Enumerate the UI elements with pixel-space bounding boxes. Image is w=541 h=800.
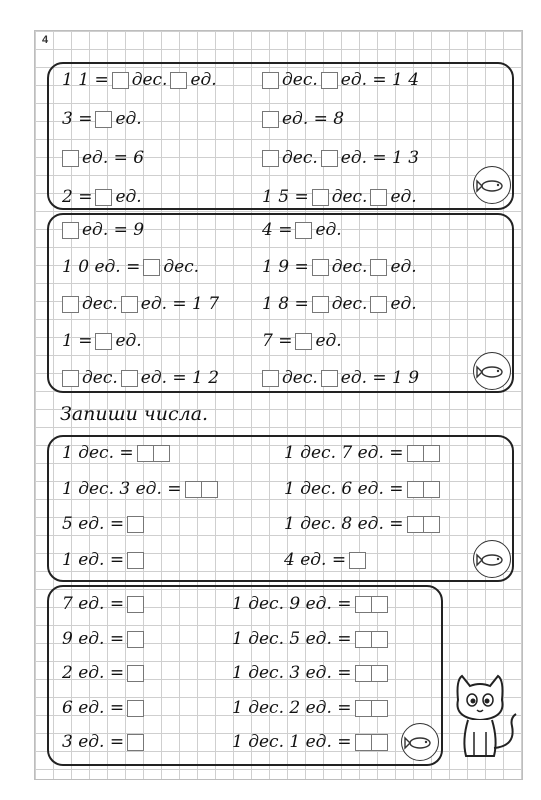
answer-box[interactable]: [202, 481, 218, 498]
answer-box[interactable]: [112, 72, 129, 89]
exercise-text: дес.: [163, 257, 200, 277]
exercise-text: 4 ед. =: [284, 550, 347, 570]
answer-box[interactable]: [372, 631, 388, 648]
answer-box-pair[interactable]: [407, 445, 440, 462]
answer-box[interactable]: [355, 631, 372, 648]
answer-box[interactable]: [95, 111, 112, 128]
exercise-text: дес.: [131, 70, 168, 90]
answer-box-pair[interactable]: [355, 665, 388, 682]
exercise-line: [232, 698, 388, 718]
exercise-text: ед.: [190, 70, 217, 90]
exercise-line: [284, 514, 440, 534]
answer-box[interactable]: [372, 734, 388, 751]
answer-box[interactable]: [321, 150, 338, 167]
exercise-line: [62, 148, 144, 168]
answer-box[interactable]: [312, 296, 329, 313]
exercise-line: [232, 629, 388, 649]
exercise-text: 1 =: [62, 331, 93, 351]
exercise-text: 4 =: [262, 220, 293, 240]
exercise-text: ед.: [115, 187, 142, 207]
answer-box[interactable]: [312, 189, 329, 206]
answer-box[interactable]: [95, 333, 112, 350]
exercise-text: ед. = 1 7: [140, 294, 220, 314]
exercise-text: 1 дес. 5 ед. =: [232, 629, 352, 649]
exercise-line: [62, 629, 144, 649]
exercise-line: [284, 479, 440, 499]
exercise-line: [62, 663, 144, 683]
exercise-text: 1 дес. 9 ед. =: [232, 594, 352, 614]
exercise-text: 7 =: [262, 331, 293, 351]
answer-box[interactable]: [407, 445, 424, 462]
exercise-text: дес.: [282, 368, 318, 388]
exercise-line: [62, 368, 219, 388]
answer-box[interactable]: [321, 72, 338, 89]
exercise-text: 1 дес. 7 ед. =: [284, 443, 404, 463]
answer-box[interactable]: [127, 665, 144, 682]
exercise-line: [262, 294, 417, 314]
answer-box[interactable]: [62, 150, 79, 167]
exercise-text: 1 дес. 2 ед. =: [232, 698, 352, 718]
answer-box[interactable]: [370, 296, 387, 313]
exercise-line: [62, 479, 218, 499]
exercise-line: [284, 443, 440, 463]
answer-box[interactable]: [372, 700, 388, 717]
exercise-text: ед.: [390, 294, 417, 314]
exercise-text: 3 ед. =: [62, 732, 125, 752]
exercise-text: 1 5 =: [262, 187, 309, 207]
exercise-line: [62, 514, 144, 534]
exercise-text: ед. = 1 4: [340, 70, 420, 90]
exercise-text: 7 ед. =: [62, 594, 125, 614]
exercise-text: дес.: [282, 148, 318, 168]
answer-box[interactable]: [424, 445, 440, 462]
exercise-text: 5 ед. =: [62, 514, 125, 534]
exercise-text: ед. = 1 3: [340, 148, 420, 168]
answer-box[interactable]: [95, 189, 112, 206]
fish-icon: [473, 540, 511, 578]
section-heading: Запиши числа.: [60, 403, 209, 425]
answer-box-pair[interactable]: [355, 596, 388, 613]
answer-box[interactable]: [127, 516, 144, 533]
answer-box[interactable]: [349, 552, 366, 569]
answer-box[interactable]: [143, 259, 160, 276]
exercise-text: 9 ед. =: [62, 629, 125, 649]
answer-box-pair[interactable]: [185, 481, 218, 498]
answer-box[interactable]: [424, 481, 440, 498]
exercise-text: 1 дес. 8 ед. =: [284, 514, 404, 534]
exercise-line: [232, 594, 388, 614]
answer-box[interactable]: [185, 481, 202, 498]
answer-box[interactable]: [370, 259, 387, 276]
exercise-text: дес.: [82, 368, 118, 388]
exercise-text: 2 =: [62, 187, 93, 207]
exercise-line: [232, 663, 388, 683]
exercise-text: ед. = 1 9: [340, 368, 420, 388]
exercise-text: дес.: [331, 187, 368, 207]
answer-box[interactable]: [355, 665, 372, 682]
answer-box[interactable]: [355, 700, 372, 717]
exercise-line: [62, 220, 144, 240]
answer-box-pair[interactable]: [137, 445, 170, 462]
answer-box[interactable]: [312, 259, 329, 276]
exercise-line: [262, 109, 344, 129]
answer-box[interactable]: [295, 222, 312, 239]
exercise-text: 6 ед. =: [62, 698, 125, 718]
answer-box[interactable]: [62, 222, 79, 239]
exercise-line: [62, 257, 199, 277]
answer-box[interactable]: [127, 700, 144, 717]
exercise-text: 1 ед. =: [62, 550, 125, 570]
exercise-text: дес.: [82, 294, 118, 314]
exercise-text: 1 дес. 3 ед. =: [232, 663, 352, 683]
exercise-line: [262, 368, 419, 388]
exercise-line: [62, 698, 144, 718]
exercise-line: [62, 187, 142, 207]
exercise-text: дес.: [282, 70, 318, 90]
exercise-text: ед. = 8: [282, 109, 345, 129]
exercise-text: ед. = 1 2: [140, 368, 220, 388]
answer-box[interactable]: [321, 370, 338, 387]
exercise-line: [262, 70, 419, 90]
answer-box[interactable]: [127, 734, 144, 751]
exercise-text: ед.: [390, 187, 417, 207]
fish-icon: [473, 166, 511, 204]
exercise-text: ед.: [390, 257, 417, 277]
exercise-text: ед.: [115, 109, 142, 129]
answer-box-pair[interactable]: [407, 481, 440, 498]
answer-box[interactable]: [121, 296, 138, 313]
answer-box[interactable]: [121, 370, 138, 387]
answer-box[interactable]: [355, 734, 372, 751]
answer-box-pair[interactable]: [355, 631, 388, 648]
exercise-text: 1 дес. 6 ед. =: [284, 479, 404, 499]
exercise-line: [62, 331, 142, 351]
exercise-text: ед.: [315, 220, 342, 240]
exercise-text: 1 0 ед. =: [62, 257, 141, 277]
answer-box[interactable]: [262, 111, 279, 128]
exercise-line: [62, 594, 144, 614]
answer-box[interactable]: [127, 552, 144, 569]
exercise-line: [62, 550, 144, 570]
exercise-text: 3 =: [62, 109, 93, 129]
exercise-text: дес.: [331, 294, 368, 314]
exercise-line: [262, 187, 417, 207]
exercise-text: 1 1 =: [62, 70, 109, 90]
exercise-line: [62, 443, 170, 463]
exercise-line: [262, 148, 419, 168]
exercise-text: 1 9 =: [262, 257, 309, 277]
exercise-line: [284, 550, 366, 570]
exercise-line: [262, 220, 342, 240]
answer-box[interactable]: [295, 333, 312, 350]
exercise-text: 1 дес. =: [62, 443, 134, 463]
answer-box-pair[interactable]: [355, 734, 388, 751]
answer-box[interactable]: [262, 370, 279, 387]
answer-box[interactable]: [154, 445, 170, 462]
answer-box[interactable]: [127, 596, 144, 613]
fish-icon: [401, 723, 439, 761]
page-number: 4: [42, 34, 49, 46]
answer-box[interactable]: [370, 189, 387, 206]
answer-box[interactable]: [372, 596, 388, 613]
exercise-line: [262, 331, 342, 351]
exercise-text: ед. = 9: [82, 220, 145, 240]
answer-box[interactable]: [62, 370, 79, 387]
answer-box[interactable]: [62, 296, 79, 313]
answer-box[interactable]: [262, 72, 279, 89]
answer-box-pair[interactable]: [355, 700, 388, 717]
answer-box[interactable]: [407, 516, 424, 533]
exercise-line: [62, 109, 142, 129]
exercise-line: [232, 732, 388, 752]
exercise-text: 2 ед. =: [62, 663, 125, 683]
answer-box-pair[interactable]: [407, 516, 440, 533]
exercise-text: ед. = 6: [82, 148, 145, 168]
exercise-text: 1 дес. 3 ед. =: [62, 479, 182, 499]
exercise-text: ед.: [115, 331, 142, 351]
answer-box[interactable]: [262, 150, 279, 167]
answer-box[interactable]: [355, 596, 372, 613]
exercise-text: 1 дес. 1 ед. =: [232, 732, 352, 752]
answer-box[interactable]: [127, 631, 144, 648]
exercise-line: [62, 294, 219, 314]
fish-icon: [473, 352, 511, 390]
exercise-text: ед.: [315, 331, 342, 351]
exercise-line: [62, 732, 144, 752]
answer-box[interactable]: [170, 72, 187, 89]
answer-box[interactable]: [137, 445, 154, 462]
exercise-line: [262, 257, 417, 277]
exercise-line: [62, 70, 217, 90]
cat-illustration: [440, 670, 520, 760]
answer-box[interactable]: [372, 665, 388, 682]
exercise-text: 1 8 =: [262, 294, 309, 314]
exercise-text: дес.: [331, 257, 368, 277]
answer-box[interactable]: [424, 516, 440, 533]
answer-box[interactable]: [407, 481, 424, 498]
